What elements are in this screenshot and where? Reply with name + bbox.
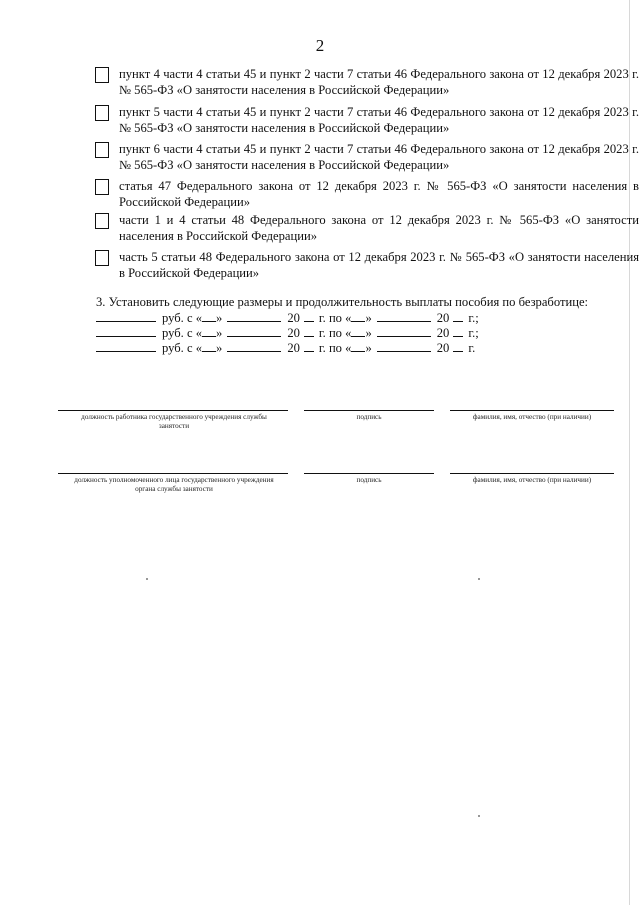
checklist-item-text: пункт 6 части 4 статьи 45 и пункт 2 части 7 статьи 46 Федерального закона от 12 декабря 2023 г. № 565-ФЗ «О занятости населения в Российской Федерации» [119,142,639,172]
row-text: г. по « [318,326,352,340]
row-text: 20 [436,341,450,355]
day-from-field[interactable] [202,310,216,322]
checklist-item [94,249,639,281]
row-text: 20 [436,326,450,340]
payment-period-row [96,310,614,325]
day-from-field[interactable] [202,340,216,352]
amount-field[interactable] [96,325,156,337]
position-line[interactable] [58,410,288,411]
signature-line[interactable] [304,473,434,474]
row-text: 20 [287,311,300,325]
signature-block-authorized [58,473,614,513]
row-text: » [216,326,223,340]
row-text: 20 [287,341,300,355]
row-text: г. по « [318,341,352,355]
row-text: » [365,311,372,325]
amount-field[interactable] [96,340,156,352]
name-label: фамилия, имя, отчество (при наличии) [472,413,592,421]
name-label: фамилия, имя, отчество (при наличии) [472,476,592,484]
signature-label: подпись [356,413,382,421]
year-to-field[interactable] [453,310,463,322]
position-line[interactable] [58,473,288,474]
row-text: 20 [287,326,300,340]
page-number: 2 [315,36,325,55]
row-text: г. по « [318,311,352,325]
position-label: должность уполномоченного лица государственного учреждения органа службы занятости [74,476,274,493]
checklist-item-text: пункт 4 части 4 статьи 45 и пункт 2 части 7 статьи 46 Федерального закона от 12 декабря 2023 г. № 565-ФЗ «О занятости населения в Российской Федерации» [119,67,639,97]
day-to-field[interactable] [351,310,365,322]
row-text: г.; [468,311,479,325]
section-heading: 3. Установить следующие размеры и продолжительность выплаты пособия по безработице: [96,295,589,309]
name-line[interactable] [450,473,614,474]
checklist-item [94,141,639,173]
payment-period-row [96,325,614,340]
row-text: » [216,341,223,355]
checklist-item [94,212,639,244]
signature-label: подпись [356,476,382,484]
year-from-field[interactable] [304,325,314,337]
row-text: руб. с « [162,341,203,355]
checklist-item [94,66,639,98]
checkbox[interactable] [95,179,109,195]
checklist-item-text: статья 47 Федерального закона от 12 декабря 2023 г. № 565-ФЗ «О занятости населения в Российской Федерации» [119,179,639,209]
name-line[interactable] [450,410,614,411]
checkbox[interactable] [95,105,109,121]
amount-field[interactable] [96,310,156,322]
month-from-field[interactable] [227,325,281,337]
checklist-item-text: части 1 и 4 статьи 48 Федерального закона от 12 декабря 2023 г. № 565-ФЗ «О занятости населения в Российской Федерации» [119,213,639,243]
checkbox[interactable] [95,250,109,266]
year-to-field[interactable] [453,325,463,337]
row-text: г.; [468,326,479,340]
payment-period-row [96,340,614,355]
row-text: г. [468,341,476,355]
position-label: должность работника государственного учреждения службы занятости [81,413,267,430]
scan-speck [146,578,148,580]
month-to-field[interactable] [377,325,431,337]
checkbox[interactable] [95,67,109,83]
year-to-field[interactable] [453,340,463,352]
year-from-field[interactable] [304,340,314,352]
checkbox[interactable] [95,142,109,158]
row-text: » [365,326,372,340]
signature-line[interactable] [304,410,434,411]
checklist-item [94,104,639,136]
month-from-field[interactable] [227,310,281,322]
checklist-item-text: часть 5 статьи 48 Федерального закона от 12 декабря 2023 г. № 565-ФЗ «О занятости населения в Российской Федерации» [119,250,639,280]
benefit-payment-section [96,294,614,355]
month-to-field[interactable] [377,340,431,352]
row-text: » [216,311,223,325]
signature-block-employee [58,410,614,450]
row-text: руб. с « [162,311,203,325]
row-text: 20 [436,311,450,325]
checkbox[interactable] [95,213,109,229]
month-to-field[interactable] [377,310,431,322]
year-from-field[interactable] [304,310,314,322]
row-text: руб. с « [162,326,203,340]
day-to-field[interactable] [351,325,365,337]
day-to-field[interactable] [351,340,365,352]
checklist-item-text: пункт 5 части 4 статьи 45 и пункт 2 части 7 статьи 46 Федерального закона от 12 декабря 2023 г. № 565-ФЗ «О занятости населения в Российской Федерации» [119,105,639,135]
month-from-field[interactable] [227,340,281,352]
row-text: » [365,341,372,355]
checklist-item [94,178,639,210]
day-from-field[interactable] [202,325,216,337]
scan-speck [478,815,480,817]
scan-speck [478,578,480,580]
